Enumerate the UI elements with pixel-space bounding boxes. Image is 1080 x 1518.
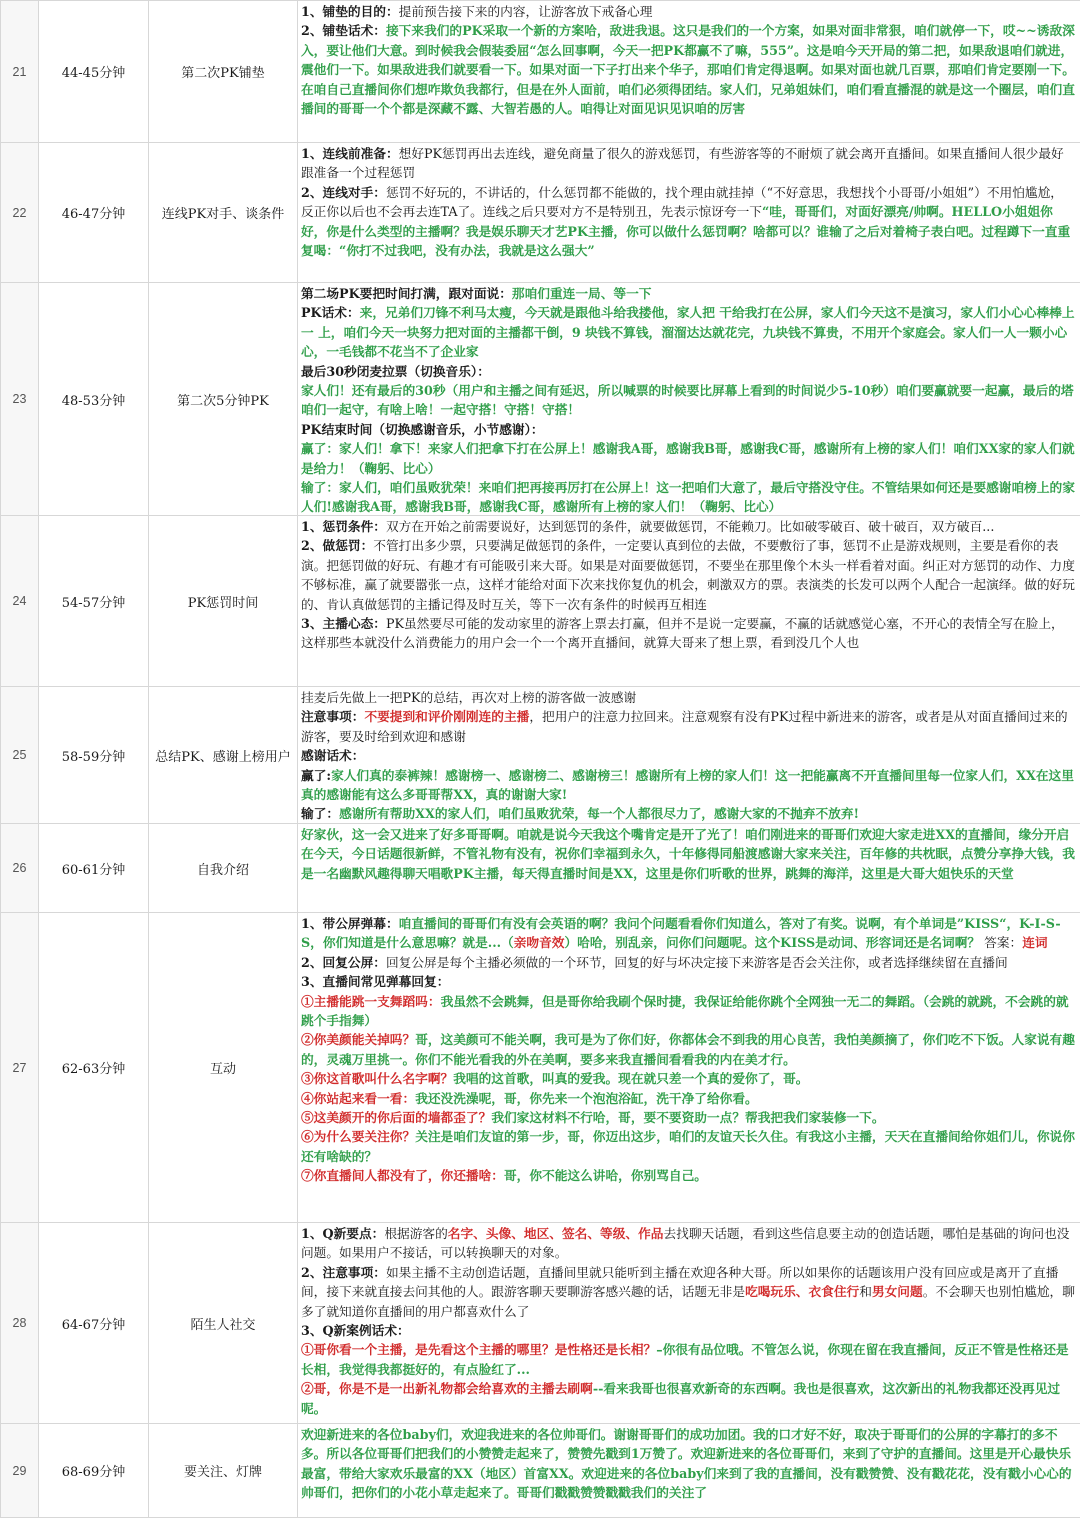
label-text: 1、Q新要点：	[301, 1226, 384, 1241]
body-text: 提前预告接下来的内容，让游客放下戒备心理	[399, 4, 653, 19]
script-paragraph	[301, 1379, 1075, 1418]
highlight-text: ①主播能跳一支舞蹈吗：	[301, 994, 441, 1009]
label-text: 输了：	[301, 806, 339, 821]
body-text: 根据游客的	[384, 1226, 447, 1241]
label-text: 1、带公屏弹幕：	[301, 916, 399, 931]
time-range: 62-63分钟	[39, 913, 149, 1223]
body-text: 挂麦后先做上一把PK的总结，再次对上榜的游客做一波感谢	[301, 690, 636, 705]
segment-topic: 总结PK、感谢上榜用户	[149, 687, 298, 824]
time-range: 58-59分钟	[39, 687, 149, 824]
script-paragraph	[301, 303, 1075, 361]
script-paragraph	[301, 183, 1075, 261]
body-text: 想好PK惩罚再出去连线，避免商量了很久的游戏惩罚，有些游客等的不耐烦了就会离开直播间。如果直播间人很少最好跟准备一个过程惩罚	[301, 146, 1064, 180]
script-line-text: 输了：家人们，咱们虽败犹荣！来咱们把再接再厉打在公屏上！这一把咱们大意了，最后守搭没守住。不管结果如何还是要感谢咱榜上的家人们!感谢我A哥，感谢我B哥，感谢我C哥，感谢所有上榜的家人们！（鞠躬、比心）	[301, 480, 1075, 514]
table-row	[1, 143, 1080, 283]
label-text: 2、铺垫话术：	[301, 23, 386, 38]
highlight-text: 吃喝玩乐、衣食住行	[745, 1284, 859, 1299]
table-row	[1, 283, 1080, 516]
script-paragraph	[301, 1069, 1075, 1088]
script-paragraph	[301, 688, 1075, 707]
segment-topic: 第二次5分钟PK	[149, 283, 298, 516]
highlight-text: ⑦你直播间人都没有了，你还播啥：	[301, 1168, 504, 1183]
script-table-body	[1, 1, 1080, 1518]
label-text: 2、回复公屏：	[301, 955, 386, 970]
time-range: 54-57分钟	[39, 516, 149, 687]
script-line-text: 我唱的这首歌，叫真的爱我。现在就只差一个真的爱你了，哥。	[453, 1071, 808, 1086]
script-line-text: 咱直播间的哥哥们有没有会英语的啊？我问个问题看看你们知道么，答对了有奖。说啊，有个单词是”KISS“，K-I-S-S，你们知道是什么意思嘛？就是...（	[301, 916, 1061, 950]
body-text: 。不会聊天也别怕尴尬，聊多了就知道你直播间的用户都喜欢什么了	[301, 1284, 1075, 1318]
script-paragraph	[301, 1089, 1075, 1108]
body-text: 如果主播不主动创造话题，直播间里就只能听到主播在欢迎各种大哥。所以如果你的话题该用户没有回应或是离开了直播间，接下来就直接去问其他的人。跟游客聊天要聊游客感兴趣的话，话题无非是	[301, 1265, 1058, 1299]
script-paragraph	[301, 1108, 1075, 1127]
highlight-text: ③你这首歌叫什么名字啊？	[301, 1071, 453, 1086]
script-paragraph	[301, 420, 1075, 439]
segment-topic: 陌生人社交	[149, 1223, 298, 1424]
body-text: 惩罚不好玩的，不讲话的，什么惩罚都不能做的，找个理由就挂掉（“不好意思，我想找个小哥哥/小姐姐”）不用怕尴尬，反正你以后也不会再去连TA了。连线之后只要对方不是特别丑，先表示惊讶夸一下	[301, 185, 1063, 219]
script-line-text: 我还没洗澡呢，哥，你先来一个泡泡浴缸，洗干净了给你看。	[415, 1091, 758, 1106]
label-text: 3、Q新案例话术：	[301, 1323, 410, 1338]
table-row	[1, 1, 1080, 143]
script-paragraph	[301, 1321, 1075, 1340]
script-paragraph	[301, 614, 1075, 653]
script-paragraph	[301, 972, 1075, 991]
row-number: 22	[1, 143, 39, 283]
row-number: 29	[1, 1424, 39, 1518]
script-paragraph	[301, 21, 1075, 118]
script-paragraph	[301, 284, 1075, 303]
label-text: PK话术：	[301, 305, 360, 320]
table-row	[1, 824, 1080, 913]
script-paragraph	[301, 2, 1075, 21]
highlight-text: ⑤这美颜开的你后面的墙都歪了？	[301, 1110, 491, 1125]
segment-topic: 连线PK对手、谈条件	[149, 143, 298, 283]
label-text: 第二场PK要把时间打满，跟对面说：	[301, 286, 512, 301]
script-line-text: 那咱们重连一局、等一下	[512, 286, 652, 301]
script-content-text	[301, 914, 1075, 1186]
row-number: 28	[1, 1223, 39, 1424]
script-paragraph	[301, 1166, 1075, 1185]
highlight-text: ②你美颜能关掉吗？	[301, 1032, 415, 1047]
script-content-text	[301, 284, 1075, 515]
label-text: 感谢话术：	[301, 748, 364, 763]
script-content	[298, 1424, 1080, 1518]
label-text: 2、注意事项：	[301, 1265, 386, 1280]
script-content-text	[301, 144, 1075, 260]
script-paragraph	[301, 536, 1075, 614]
script-content	[298, 143, 1080, 283]
script-content	[298, 913, 1080, 1223]
label-text: 最后30秒闭麦拉票（切换音乐）：	[301, 364, 490, 379]
body-text: PK虽然要尽可能的发动家里的游客上票去打赢，但并不是说一定要赢，不赢的话就感觉心塞，不开心的表情全写在脸上，这样那些本就没什么消费能力的用户会一个一个离开直播间，就算大哥来了想上票，看到没几个人也	[301, 616, 1064, 650]
label-text: 注意事项：	[301, 709, 364, 724]
row-number: 23	[1, 283, 39, 516]
label-text: 1、连线前准备：	[301, 146, 399, 161]
time-range: 44-45分钟	[39, 1, 149, 143]
script-content-text	[301, 517, 1075, 653]
script-paragraph	[301, 953, 1075, 972]
script-paragraph	[301, 362, 1075, 381]
table-row	[1, 1424, 1080, 1518]
body-text: 不管打出多少票，只要满足做惩罚的条件，一定要认真到位的去做，不要敷衍了事，惩罚不止是游戏规则，主要是看你的表演。把惩罚做的好玩、有趣才有可能吸引来大哥。如果是对面要做惩罚，不要坐在那里像个木头一样看着对面。纠正对方惩罚的动作、力度不够标准，赢了就要嚣张一点，这样才能给对面下次来找你复仇的机会，刺激双方的票。表演类的长发可以两个人配合一起演绎。做的好玩的、肯认真做惩罚的主播记得及时互关，等下一次有条件的时候再互相连	[301, 538, 1075, 611]
script-paragraph	[301, 144, 1075, 183]
time-range: 60-61分钟	[39, 824, 149, 913]
table-row	[1, 913, 1080, 1223]
script-paragraph	[301, 746, 1075, 765]
script-line-text: 我虽然不会跳舞，但是哥你给我刷个保时捷，我保证给能你跳个全网独一无二的舞蹈。（会跳的就跳，不会跳的就跳个手指舞）	[301, 994, 1069, 1028]
row-number: 27	[1, 913, 39, 1223]
label-text: 赢了:	[301, 768, 331, 783]
body-text: 回复公屏是每个主播必须做的一个环节，回复的好与坏决定接下来游客是否会关注你，或者选择继续留在直播间	[386, 955, 1008, 970]
script-line-text: 接下来我们的PK采取一个新的方案哈，敌进我退。这只是我们的一个方案，如果对面非常狠，咱们就停一下，哎~~诱敌深入，要让他们大意。到时候我会假装委屈“怎么回事啊，今天一把PK都赢不了嘛，555”。这是咱今天开局的第二把，如果敌退咱们就进，震他们一下。如果敌进我们就要看一下。如果对面一下子打出来个华子，那咱们肯定得退啊。如果对面也就几百票，那咱们肯定要刚一下。在咱自己直播间你们想咋欺负我都行，但是在外人面前，咱们必须得团结。家人们，兄弟姐妹们，咱们看直播混的就是这一个圈层，咱们直播间的哥哥一个个都是深藏不露、大智若愚的人。咱得让对面见识见识咱的厉害	[301, 23, 1075, 116]
script-content-text	[301, 2, 1075, 118]
highlight-text: ②哥，你是不是一出新礼物都会给喜欢的主播去刷啊	[301, 1381, 593, 1396]
time-range: 64-67分钟	[39, 1223, 149, 1424]
segment-topic: 自我介绍	[149, 824, 298, 913]
time-range: 46-47分钟	[39, 143, 149, 283]
script-line-text: 家人们！还有最后的30秒（用户和主播之间有延迟，所以喊票的时候要比屏幕上看到的时间说少5-10秒）咱们要赢就要一起赢，最后的塔咱们一起守，有啥上啥！一起守搭！守搭！守搭！	[301, 383, 1074, 417]
segment-topic: PK惩罚时间	[149, 516, 298, 687]
script-line-text: 赢了：家人们！拿下！来家人们把拿下打在公屏上！感谢我A哥，感谢我B哥，感谢我C哥，感谢所有上榜的家人们！咱们XX家的家人们就是给力！（鞠躬、比心）	[301, 441, 1075, 475]
script-paragraph	[301, 707, 1075, 746]
label-text: 3、直播间常见弹幕回复：	[301, 974, 449, 989]
highlight-text: ①哥你看一个主播，是先看这个主播的哪里？是性格还是长相？	[301, 1342, 656, 1357]
segment-topic: 要关注、灯牌	[149, 1424, 298, 1518]
script-paragraph	[301, 381, 1075, 420]
script-paragraph	[301, 766, 1075, 805]
script-paragraph	[301, 1340, 1075, 1379]
script-paragraph	[301, 478, 1075, 515]
label-text: 1、铺垫的目的：	[301, 4, 399, 19]
script-line-text: 哥，这美颜可不能关啊，我可是为了你们好，你都体会不到我的用心良苦，我怕美颜摘了，你们吃不下饭。人家说有趣的，灵魂万里挑一。你们不能光看我的外在美啊，要多来我直播间看看我的内在美才行。	[301, 1032, 1075, 1066]
highlight-text: 名字、头像、地区、签名、等级、作品	[448, 1226, 664, 1241]
body-text: 去找聊天话题，看到这些信息要主动的创造话题，哪怕是基础的询问也没问题。如果用户不接话，可以转换聊天的对象。	[301, 1226, 1069, 1260]
script-paragraph	[301, 992, 1075, 1031]
script-content-text	[301, 1224, 1075, 1418]
script-line-text: ）哈哈，别乱亲，问你们问题呢。这个KISS是动词、形容词还是名词啊？	[564, 935, 980, 950]
highlight-text: 不要提到和评价刚刚连的主播	[364, 709, 529, 724]
row-number: 21	[1, 1, 39, 143]
script-content	[298, 516, 1080, 687]
highlight-text: ④你站起来看一看：	[301, 1091, 415, 1106]
script-content	[298, 824, 1080, 913]
script-content-text	[301, 688, 1075, 823]
script-line-text: 感谢所有帮助XX的家人们，咱们虽败犹荣，每一个人都很尽力了，感谢大家的不抛弃不放弃!	[339, 806, 859, 821]
script-line-text: –你很有品位哦。不管怎么说，你现在留在我直播间，反正不管是性格还是长相，我觉得我都挺好的，有点脸红了...	[301, 1342, 1069, 1376]
row-number: 25	[1, 687, 39, 824]
script-content-text	[301, 825, 1075, 883]
segment-topic: 互动	[149, 913, 298, 1223]
script-paragraph	[301, 914, 1075, 953]
row-number: 24	[1, 516, 39, 687]
table-row	[1, 1223, 1080, 1424]
script-paragraph	[301, 1425, 1075, 1503]
table-row	[1, 687, 1080, 824]
script-paragraph	[301, 1224, 1075, 1263]
label-text: 1、惩罚条件：	[301, 519, 386, 534]
time-range: 48-53分钟	[39, 283, 149, 516]
body-text: ，把用户的注意力拉回来。注意观察有没有PK过程中新进来的游客，或者是从对面直播间过来的游客，要及时给到欢迎和感谢	[301, 709, 1068, 743]
script-paragraph	[301, 1030, 1075, 1069]
highlight-text: 亲吻音效	[514, 935, 565, 950]
script-line-text: 我们家这材料不行哈，哥，要不要资助一点？帮我把我们家装修一下。	[491, 1110, 884, 1125]
script-paragraph	[301, 517, 1075, 536]
script-line-text: 家人们真的泰裤辣！感谢榜一、感谢榜二、感谢榜三！感谢所有上榜的家人们！这一把能赢离不开直播间里每一位家人们，XX在这里真的感谢能有这么多哥哥帮XX，真的谢谢大家!	[301, 768, 1074, 802]
script-content-text	[301, 1425, 1075, 1503]
body-text: 双方在开始之前需要说好，达到惩罚的条件，就要做惩罚，不能赖刀。比如破零破百、破十破百，双方破百...	[386, 519, 994, 534]
highlight-text: 男女问题	[872, 1284, 923, 1299]
script-line-text: 欢迎新进来的各位baby们，欢迎我进来的各位帅哥们。谢谢哥哥们的成功加团。我的口才好不好，取决于哥哥们的公屏的字幕打的多不多。所以各位哥哥们把我们的小赞赞走起来了，赞赞先戳到1万赞了。欢迎新进来的各位哥哥们，来到了守护的直播间。这里是开心最快乐最富，带给大家欢乐最富的XX（地区）首富XX。欢迎进来的各位baby们来到了我的直播间，没有戳赞赞、没有戳花花，没有戳小心心的帅哥们，把你们的小花小草走起来了。哥哥们戳戳赞赞戳戳我们的关注了	[301, 1427, 1072, 1500]
highlight-text: 连词	[1022, 935, 1047, 950]
table-row	[1, 516, 1080, 687]
body-text: 答案：	[980, 935, 1022, 950]
time-range: 68-69分钟	[39, 1424, 149, 1518]
script-line-text: “哇，哥哥们，对面好漂亮/帅啊。HELLO小姐姐你好，你是什么类型的主播啊？我是娱乐聊天才艺PK主播，你可以做什么惩罚啊？啥都可以？谁输了之后对着椅子表白吧。过程蹲下一直重复喝：“你打不过我吧，没有办法，我就是这么强大”	[301, 204, 1070, 258]
segment-topic: 第二次PK铺垫	[149, 1, 298, 143]
script-line-text: --看来我哥也很喜欢新奇的东西啊。我也是很喜欢，这次新出的礼物我都还没再见过呢。	[301, 1381, 1060, 1415]
label-text: 2、连线对手：	[301, 185, 386, 200]
script-line-text: 来，兄弟们刀锋不利马太瘦，今天就是跟他斗给我搂他，家人把 干给我打在公屏，家人们今天这不是演习，家人们小心心棒棒上一 上，咱们今天一块努力把对面的主播都干倒，9 块钱不算钱，溜溜达达就花完，九块钱不算贵，不用开个家庭会。家人们一人一颗小心心，一毛钱都不花当不了企业家	[301, 305, 1075, 359]
label-text: 2、做惩罚：	[301, 538, 373, 553]
script-content	[298, 1, 1080, 143]
script-paragraph	[301, 439, 1075, 478]
script-content	[298, 687, 1080, 824]
script-paragraph	[301, 1127, 1075, 1166]
script-line-text: 关注是咱们友谊的第一步，哥，你迈出这步，咱们的友谊天长久住。有我这小主播，天天在直播间给你姐们儿，你说你还有啥缺的？	[301, 1129, 1075, 1163]
script-paragraph	[301, 1263, 1075, 1321]
row-number: 26	[1, 824, 39, 913]
highlight-text: ⑥为什么要关注你？	[301, 1129, 415, 1144]
script-content	[298, 283, 1080, 516]
script-content	[298, 1223, 1080, 1424]
label-text: PK结束时间（切换感谢音乐，小节感谢）：	[301, 422, 544, 437]
script-line-text: 好家伙，这一会又进来了好多哥哥啊。咱就是说今天我这个嘴肯定是开了光了！咱们刚进来的哥哥们欢迎大家走进XX的直播间，缘分开启在今天，今日话题很新鲜，不管礼物有没有，祝你们幸福到永久，十年修得同船渡感谢大家来关注，百年修的共枕眠，点赞分享挣大钱，我是一名幽默风趣得聊天唱歌PK主播，每天得直播时间是XX，这里是你们听歌的世界，跳舞的海洋，这里是大哥大姐快乐的天堂	[301, 827, 1075, 881]
script-line-text: 哥，你不能这么讲哈，你别骂自己。	[504, 1168, 707, 1183]
script-paragraph	[301, 825, 1075, 883]
body-text: 和	[859, 1284, 872, 1299]
script-paragraph	[301, 804, 1075, 823]
label-text: 3、主播心态：	[301, 616, 386, 631]
